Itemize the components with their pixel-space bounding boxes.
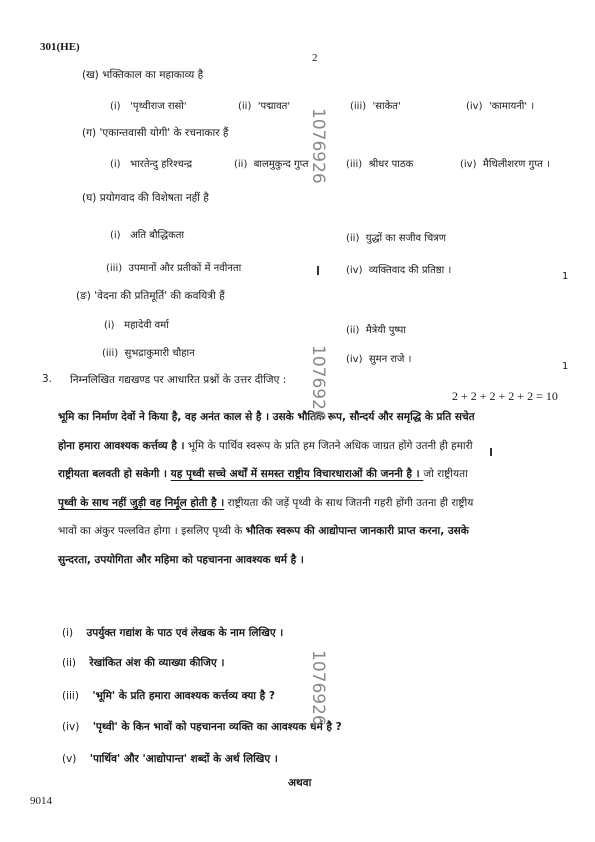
marks: 1	[562, 361, 569, 372]
question-number: 3.	[42, 373, 53, 385]
or-label: अथवा	[288, 777, 312, 789]
question-text: प्रयोगवाद की विशेषता नहीं है	[99, 192, 209, 204]
option: (ii) मैत्रेयी पुष्पा	[346, 325, 406, 336]
option: (iv) 'कामायनी' ।	[466, 101, 535, 112]
subquestion: (iii) 'भूमि' के प्रति हमारा आवश्यक कर्त्तव्य क्या है ?	[62, 690, 275, 702]
mcq-gha	[82, 191, 209, 205]
option: (iii) उपमानों और प्रतीकों में नवीनता	[106, 263, 242, 274]
option: (i) अति बौद्धिकता	[110, 230, 185, 241]
passage	[58, 403, 475, 574]
passage-line: राष्ट्रीयता बलवती हो सकेगी । यह पृथ्वी सच्चे अर्थों में समस्त राष्ट्रीय विचारधाराओं की जननी है । जो राष्ट्रीयता	[58, 468, 468, 480]
option: (ii) 'पद्मावत'	[238, 101, 291, 112]
option: (i) भारतेन्दु हरिश्चन्द्र	[110, 159, 193, 170]
stray-mark	[490, 448, 492, 456]
stray-mark	[317, 266, 319, 275]
question-label: (ङ)	[76, 290, 91, 302]
serial-stamp: 1076926	[308, 650, 328, 726]
mcq-nga	[76, 289, 225, 303]
passage-line: भूमि का निर्माण देवों ने किया है, वह अनंत काल से है । उसके भौतिक रूप, सौन्दर्य और समृद्धि के प्रति सचेत	[58, 411, 475, 423]
marks: 2 + 2 + 2 + 2 + 2 = 10	[452, 389, 558, 403]
question-label: (ग)	[82, 127, 97, 139]
option: (i) महादेवी वर्मा	[104, 320, 169, 331]
option: (iii) 'साकेत'	[350, 101, 401, 112]
passage-line: पृथ्वी के साथ नहीं जुड़ी वह निर्मूल होती है । राष्ट्रीयता की जड़ें पृथ्वी के साथ जितनी गहरी होंगी उतना ही राष्ट्रीय	[58, 496, 474, 509]
option: (ii) युद्धों का सजीव चित्रण	[346, 233, 446, 244]
option: (iv) सुमन राजे ।	[346, 354, 412, 365]
subquestion: (i) उपर्युक्त गद्यांश के पाठ एवं लेखक के नाम लिखिए ।	[62, 627, 284, 639]
question-label: (घ)	[82, 192, 97, 204]
passage-line: होना हमारा आवश्यक कर्त्तव्य है । भूमि के पार्थिव स्वरूप के प्रति हम जितने अधिक जाग्रत होंगे उतनी ही हमारी	[58, 439, 473, 452]
question-text: 'वेदना की प्रतिमूर्ति' की कवयित्री हैं	[94, 290, 225, 302]
option: (iv) मैथिलीशरण गुप्त ।	[460, 159, 550, 170]
option: (ii) बालमुकुन्द गुप्त	[234, 159, 309, 170]
footer-code: 9014	[30, 795, 52, 807]
passage-line: सुन्दरता, उपयोगिता और महिमा को पहचानना आवश्यक धर्म है ।	[58, 553, 304, 566]
mcq-kha	[82, 68, 203, 82]
passage-line: भावों का अंकुर पल्लवित होगा । इसलिए पृथ्वी के भौतिक स्वरूप की आद्योपान्त जानकारी प्राप्त करना, उसके	[58, 525, 469, 537]
underlined-text: यह पृथ्वी सच्चे अर्थों में समस्त राष्ट्रीय विचारधाराओं की जननी है ।	[170, 468, 424, 480]
page-number: 2	[312, 52, 318, 64]
question-instruction: निम्नलिखित गद्यखण्ड पर आधारित प्रश्नों के उत्तर दीजिए :	[70, 374, 287, 386]
serial-stamp: 1076926	[308, 345, 328, 421]
question-text: भक्तिकाल का महाकाव्य है	[102, 69, 204, 81]
underlined-text: पृथ्वी के साथ नहीं जुड़ी वह निर्मूल होती है ।	[58, 496, 225, 509]
marks: 1	[562, 271, 569, 282]
option: (iii) श्रीधर पाठक	[346, 159, 414, 170]
mcq-ga	[82, 126, 228, 140]
question-label: (ख)	[82, 69, 99, 81]
paper-code: 301(HE)	[40, 41, 80, 53]
serial-stamp: 1076926	[308, 108, 328, 184]
subquestion: (iv) 'पृथ्वी' के किन भावों को पहचानना व्यक्ति का आवश्यक धर्म है ?	[62, 721, 342, 733]
option: (i) 'पृथ्वीराज रासो'	[110, 101, 187, 112]
subquestion: (ii) रेखांकित अंश की व्याख्या कीजिए ।	[62, 657, 225, 669]
option: (iii) सुभद्राकुमारी चौहान	[102, 348, 195, 359]
question-text: 'एकान्तवासी योगी' के रचनाकार हैं	[99, 127, 229, 139]
subquestion: (v) 'पार्थिव' और 'आद्योपान्त' शब्दों के अर्थ लिखिए ।	[62, 753, 278, 765]
option: (iv) व्यक्तिवाद की प्रतिष्ठा ।	[346, 265, 452, 276]
